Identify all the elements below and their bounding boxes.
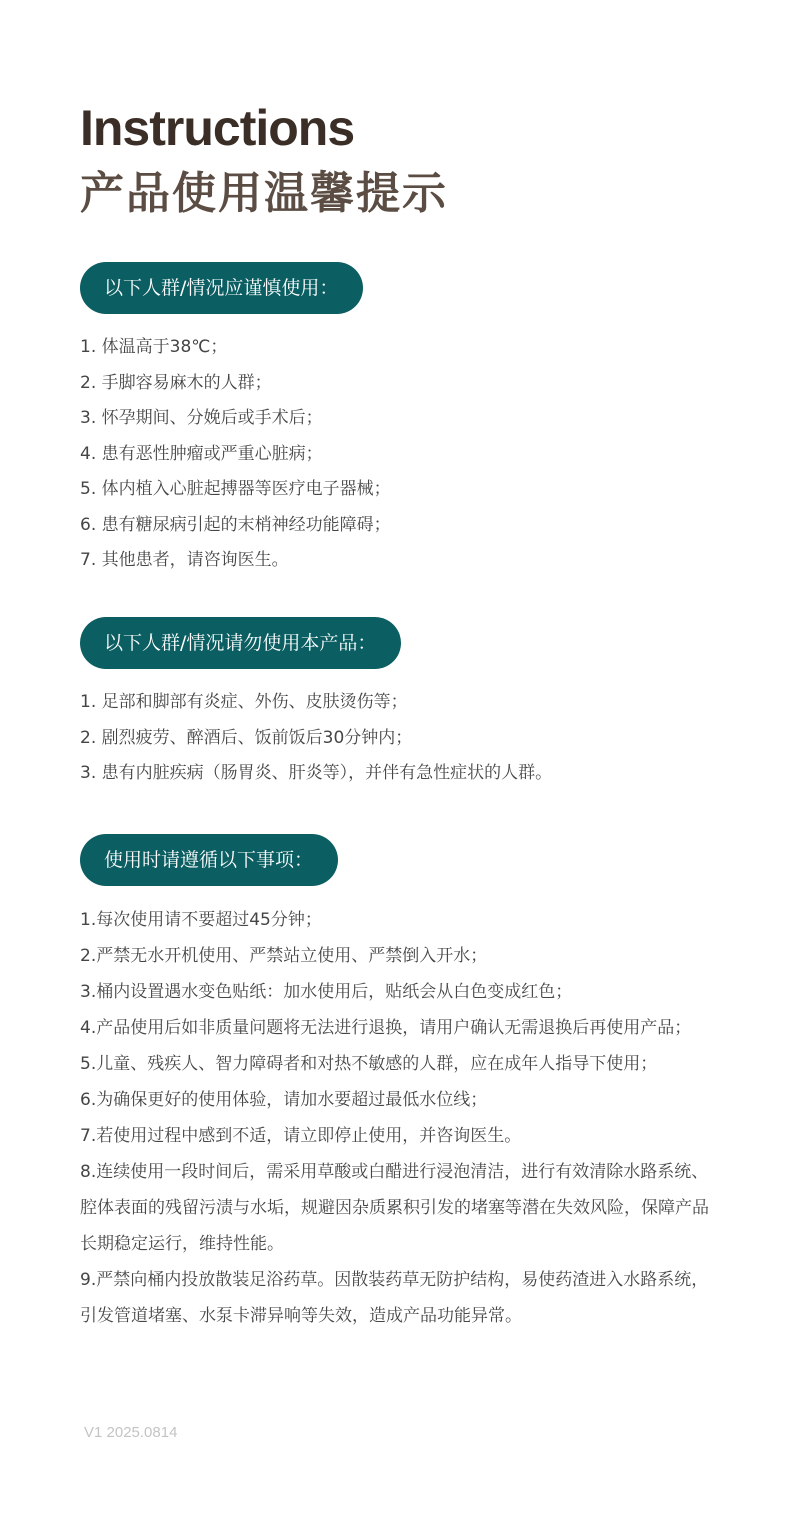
- list-item: 9.严禁向桶内投放散装足浴药草。因散装药草无防护结构，易使药渣进入水路系统，引发管道堵塞、水泵卡滞异响等失效，造成产品功能异常。: [80, 1270, 709, 1326]
- list-item: 8.连续使用一段时间后，需采用草酸或白醋进行浸泡清洁，进行有效清除水路系统、腔体表面的残留污渍与水垢，规避因杂质累积引发的堵塞等潜在失效风险，保障产品长期稳定运行，维持性能。: [80, 1162, 709, 1254]
- list-item: 4. 患有恶性肿瘤或严重心脏病；: [80, 443, 323, 464]
- list-item: 7.若使用过程中感到不适，请立即停止使用，并咨询医生。: [80, 1126, 522, 1146]
- page-title-english: Instructions: [80, 100, 355, 156]
- list-item: 7. 其他患者，请咨询医生。: [80, 550, 289, 570]
- usage-rules-section: [80, 834, 750, 1334]
- list-item: 3.桶内设置遇水变色贴纸：加水使用后，贴纸会从白色变成红色；: [80, 982, 573, 1002]
- list-item: 4.产品使用后如非质量问题将无法进行退换，请用户确认无需退换后再使用产品；: [80, 1018, 692, 1038]
- list-item: 6.为确保更好的使用体验，请加水要超过最低水位线；: [80, 1090, 488, 1110]
- list-item: 1.每次使用请不要超过45分钟；: [80, 910, 322, 930]
- caution-section: [80, 262, 750, 579]
- caution-heading-badge: 以下人群/情况应谨慎使用：: [80, 262, 363, 314]
- version-label: V1 2025.0814: [84, 1424, 178, 1441]
- prohibited-list: [80, 685, 750, 792]
- list-item: 3. 患有内脏疾病（肠胃炎、肝炎等），并伴有急性症状的人群。: [80, 763, 553, 783]
- list-item: 3. 怀孕期间、分娩后或手术后；: [80, 408, 323, 428]
- list-item: 2.严禁无水开机使用、严禁站立使用、严禁倒入开水；: [80, 946, 488, 966]
- list-item: 1. 足部和脚部有炎症、外伤、皮肤烫伤等；: [80, 692, 408, 712]
- caution-list: [80, 330, 750, 579]
- list-item: 1. 体温高于38℃；: [80, 337, 228, 357]
- list-item: 5. 体内植入心脏起搏器等医疗电子器械；: [80, 479, 391, 499]
- page-title-chinese: 产品使用温馨提示: [80, 168, 448, 219]
- prohibited-section: [80, 617, 750, 792]
- list-item: 5.儿童、残疾人、智力障碍者和对热不敏感的人群，应在成年人指导下使用；: [80, 1054, 658, 1074]
- usage-rules-list: [80, 902, 750, 1334]
- list-item: 2. 剧烈疲劳、醉酒后、饭前饭后30分钟内；: [80, 727, 413, 748]
- prohibited-heading-badge: 以下人群/情况请勿使用本产品：: [80, 617, 401, 669]
- usage-rules-heading-badge: 使用时请遵循以下事项：: [80, 834, 338, 886]
- list-item: 2. 手脚容易麻木的人群；: [80, 372, 272, 393]
- list-item: 6. 患有糖尿病引起的末梢神经功能障碍；: [80, 514, 391, 535]
